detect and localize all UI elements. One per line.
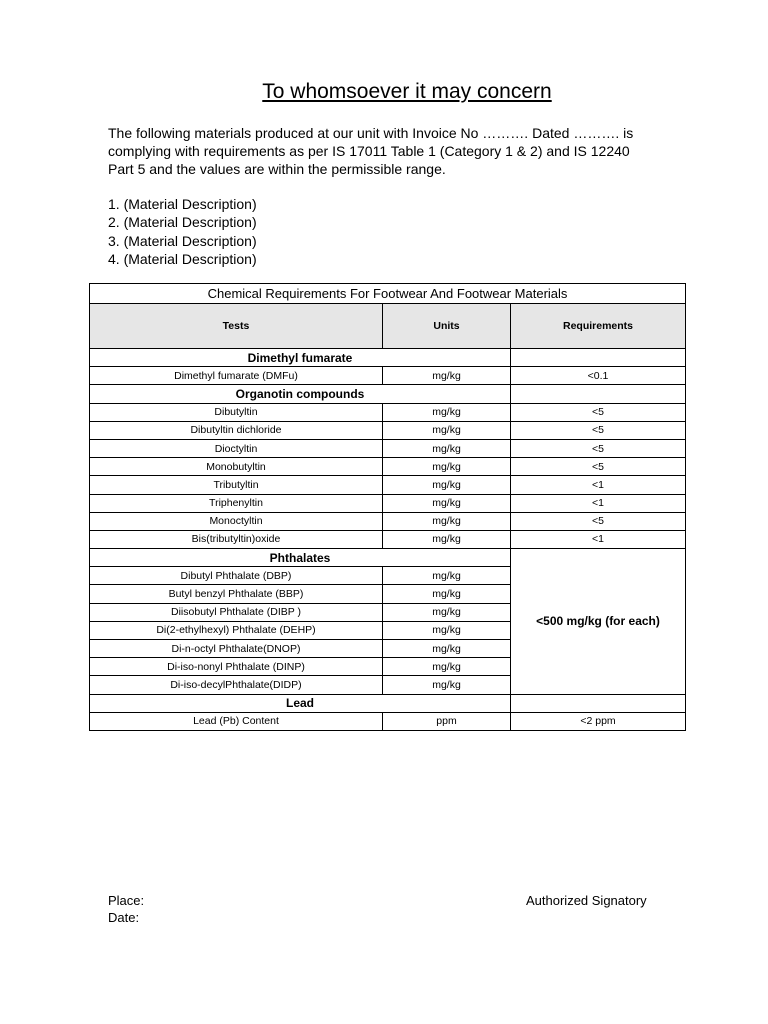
place-label: Place: [108,893,145,908]
cell-test: Lead (Pb) Content [90,712,383,730]
cell-req: <1 [511,530,686,548]
cell-req: <0.1 [511,367,686,385]
cell-test: Tributyltin [90,476,383,494]
cell-unit: mg/kg [383,640,511,658]
table-row [90,367,686,385]
cell-req: <5 [511,403,686,421]
cell-unit: mg/kg [383,439,511,457]
cell-req: <1 [511,476,686,494]
cell-unit: mg/kg [383,458,511,476]
header-tests: Tests [90,304,383,349]
section-blank [511,349,686,367]
section-phthalates: Phthalates [90,549,511,567]
cell-test: Dibutyltin [90,403,383,421]
cell-test: Dibutyl Phthalate (DBP) [90,567,383,585]
table-row [90,439,686,457]
cell-test: Dioctyltin [90,439,383,457]
header-units: Units [383,304,511,349]
cell-req: <5 [511,439,686,457]
table-row [90,421,686,439]
table-row [90,530,686,548]
date-label: Date: [108,910,140,925]
cell-req: <2 ppm [511,712,686,730]
header-requirements: Requirements [511,304,686,349]
cell-test: Triphenyltin [90,494,383,512]
intro-paragraph: The following materials produced at our unit with Invoice No ………. Dated ………. is complying with requirements as per IS 17011 Table 1 (Category 1 & 2) and IS 12240 Part 5 and the values are within the permissible range. [108,125,634,177]
page-title: To whomsoever it may concern [262,80,552,103]
cell-test: Monobutyltin [90,458,383,476]
cell-unit: mg/kg [383,603,511,621]
table-caption: Chemical Requirements For Footwear And Footwear Materials [90,284,686,304]
table-row [90,403,686,421]
table-row [90,458,686,476]
phthalate-requirement: <500 mg/kg (for each) [511,549,686,695]
cell-unit: mg/kg [383,658,511,676]
cell-test: Dimethyl fumarate (DMFu) [90,367,383,385]
cell-test: Bis(tributyltin)oxide [90,530,383,548]
authorized-signatory: Authorized Signatory [526,893,647,908]
table-row [90,494,686,512]
cell-test: Di-n-octyl Phthalate(DNOP) [90,640,383,658]
material-item: 1. (Material Description) [108,196,257,212]
materials-list [108,195,408,268]
cell-unit: mg/kg [383,494,511,512]
cell-unit: mg/kg [383,676,511,694]
cell-req: <5 [511,512,686,530]
requirements-table [89,283,686,731]
cell-test: Butyl benzyl Phthalate (BBP) [90,585,383,603]
material-item: 3. (Material Description) [108,232,257,249]
cell-test: Di(2-ethylhexyl) Phthalate (DEHP) [90,621,383,639]
section-dimethyl-fumarate: Dimethyl fumarate [90,349,511,367]
section-blank [511,694,686,712]
cell-unit: mg/kg [383,476,511,494]
footer-place-date [108,892,144,926]
section-blank [511,385,686,403]
cell-test: Dibutyltin dichloride [90,421,383,439]
cell-unit: ppm [383,712,511,730]
cell-test: Monoctyltin [90,512,383,530]
cell-unit: mg/kg [383,421,511,439]
material-item: 2. (Material Description) [108,214,257,231]
cell-req: <5 [511,458,686,476]
cell-unit: mg/kg [383,530,511,548]
cell-test: Diisobutyl Phthalate (DIBP ) [90,603,383,621]
cell-unit: mg/kg [383,567,511,585]
section-lead: Lead [90,694,511,712]
cell-req: <1 [511,494,686,512]
material-item: 4. (Material Description) [108,250,257,267]
table-row [90,476,686,494]
table-row [90,512,686,530]
cell-req: <5 [511,421,686,439]
cell-test: Di-iso-nonyl Phthalate (DINP) [90,658,383,676]
cell-unit: mg/kg [383,367,511,385]
cell-unit: mg/kg [383,621,511,639]
table-row [90,712,686,730]
cell-unit: mg/kg [383,585,511,603]
cell-unit: mg/kg [383,403,511,421]
section-organotin: Organotin compounds [90,385,511,403]
cell-test: Di-iso-decylPhthalate(DIDP) [90,676,383,694]
cell-unit: mg/kg [383,512,511,530]
